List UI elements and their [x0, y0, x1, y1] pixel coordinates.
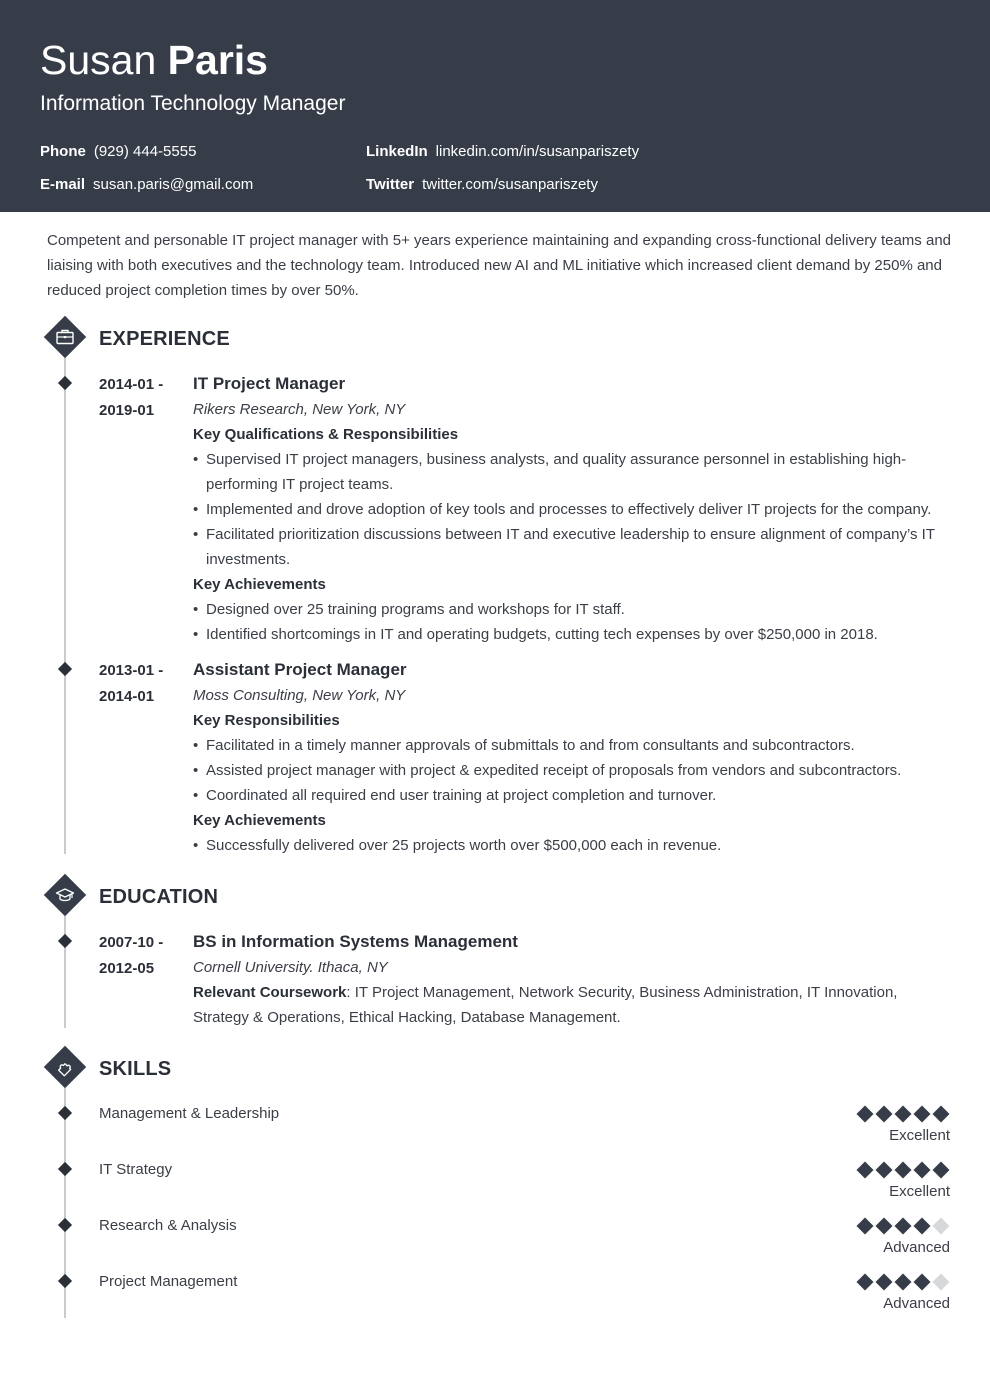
- skill-level: Advanced: [883, 1239, 950, 1256]
- skill-rating: [750, 1216, 950, 1260]
- timeline-node: [58, 1162, 72, 1176]
- timeline-node: [58, 934, 72, 948]
- list-item: • Facilitated prioritization discussions between IT and executive leadership to ensure alignment of company’s IT investments.: [193, 522, 953, 572]
- timeline-node: [58, 376, 72, 390]
- skill-name: Management & Leadership: [99, 1105, 280, 1122]
- skills-section-icon: [44, 1046, 86, 1088]
- experience-timeline: [64, 358, 66, 854]
- rating-dots: [750, 1104, 950, 1124]
- coursework: Relevant Coursework: IT Project Management, Network Security, Business Administration, IT Innovation, Strategy & Operations, Ethical Hacking, Database Management.: [193, 984, 898, 1026]
- list-item: • Implemented and drove adoption of key tools and processes to effectively deliver IT projects for the company.: [193, 497, 953, 522]
- list-item: • Supervised IT project managers, business analysts, and quality assurance personnel in establishing high-performing IT project teams.: [193, 447, 953, 497]
- education-heading: EDUCATION: [99, 886, 219, 908]
- email-link[interactable]: susan.paris@gmail.com: [93, 176, 254, 193]
- resume-header: [0, 0, 990, 212]
- timeline-node: [58, 1274, 72, 1288]
- timeline-node: [58, 1218, 72, 1232]
- job-title: Assistant Project Manager: [193, 660, 407, 679]
- rating-dot-filled: [933, 1162, 950, 1179]
- skill-rating: [750, 1272, 950, 1316]
- last-name: Paris: [167, 37, 268, 83]
- school-name: Cornell University. Ithaca, NY: [193, 959, 388, 976]
- job-entry: [193, 371, 953, 647]
- briefcase-icon: [55, 327, 75, 347]
- rating-dot-filled: [895, 1274, 912, 1291]
- job-subheading: Key Achievements: [193, 576, 326, 593]
- rating-dot-filled: [857, 1218, 874, 1235]
- skill-level: Advanced: [883, 1295, 950, 1312]
- rating-dot-filled: [876, 1106, 893, 1123]
- rating-dot-filled: [857, 1162, 874, 1179]
- rating-dot-filled: [876, 1218, 893, 1235]
- skill-name: Project Management: [99, 1273, 238, 1290]
- job-company: Rikers Research, New York, NY: [193, 401, 406, 418]
- rating-dots: [750, 1272, 950, 1292]
- rating-dot-filled: [914, 1106, 931, 1123]
- list-item: • Designed over 25 training programs and workshops for IT staff.: [193, 597, 953, 622]
- rating-dot-filled: [895, 1106, 912, 1123]
- list-item: • Identified shortcomings in IT and operating budgets, cutting tech expenses by over $250,000 in 2018.: [193, 622, 953, 647]
- skill-level: Excellent: [889, 1183, 950, 1200]
- contact-twitter: Twitter twitter.com/susanpariszety: [366, 176, 598, 193]
- list-item: • Coordinated all required end user training at project completion and turnover.: [193, 783, 953, 808]
- skill-name: IT Strategy: [99, 1161, 173, 1178]
- rating-dot-filled: [876, 1274, 893, 1291]
- timeline-node: [58, 1106, 72, 1120]
- skill-rating: [750, 1104, 950, 1148]
- job-entry: [193, 657, 953, 858]
- linkedin-link[interactable]: linkedin.com/in/susanpariszety: [435, 143, 640, 160]
- timeline-node: [58, 662, 72, 676]
- rating-dot-filled: [914, 1218, 931, 1235]
- rating-dot-filled: [895, 1218, 912, 1235]
- profile-summary: Competent and personable IT project manager with 5+ years experience maintaining and expanding cross-functional delivery teams and liaising with both executives and the technology team. Introduced new AI and ML initiative which increased client demand by 250% and reduced project completion times by over 50%.: [47, 232, 951, 299]
- twitter-link[interactable]: twitter.com/susanpariszety: [422, 176, 598, 193]
- list-item: • Assisted project manager with project & expedited receipt of proposals from vendors and subcontractors.: [193, 758, 953, 783]
- puzzle-icon: [55, 1057, 75, 1077]
- job-dates: 2013-01 - 2014-01: [99, 662, 164, 705]
- rating-dot-filled: [857, 1106, 874, 1123]
- list-item: • Successfully delivered over 25 projects worth over $500,000 each in revenue.: [193, 833, 953, 858]
- contact-phone: Phone (929) 444-5555: [40, 143, 197, 160]
- rating-dot-empty: [933, 1274, 950, 1291]
- job-subheading: Key Achievements: [193, 812, 326, 829]
- contact-email: E-mail susan.paris@gmail.com: [40, 176, 254, 193]
- rating-dot-filled: [876, 1162, 893, 1179]
- rating-dot-filled: [895, 1162, 912, 1179]
- education-section-icon: [44, 874, 86, 916]
- skill-rating: [750, 1160, 950, 1204]
- rating-dot-filled: [914, 1162, 931, 1179]
- candidate-title: Information Technology Manager: [40, 92, 346, 115]
- experience-heading: EXPERIENCE: [99, 328, 230, 350]
- rating-dots: [750, 1216, 950, 1236]
- education-entry: [193, 929, 953, 1030]
- contact-linkedin: LinkedIn linkedin.com/in/susanpariszety: [366, 143, 640, 160]
- job-title: IT Project Manager: [193, 374, 346, 393]
- experience-section-icon: [44, 316, 86, 358]
- job-subheading: Key Responsibilities: [193, 712, 340, 729]
- candidate-name: [40, 36, 268, 84]
- skills-heading: SKILLS: [99, 1058, 172, 1080]
- job-company: Moss Consulting, New York, NY: [193, 687, 406, 704]
- job-subheading: Key Qualifications & Responsibilities: [193, 426, 459, 443]
- skill-name: Research & Analysis: [99, 1217, 237, 1234]
- skill-level: Excellent: [889, 1127, 950, 1144]
- degree-title: BS in Information Systems Management: [193, 932, 518, 951]
- list-item: • Facilitated in a timely manner approvals of submittals to and from consultants and subcontractors.: [193, 733, 953, 758]
- phone-value[interactable]: (929) 444-5555: [93, 143, 197, 160]
- rating-dot-filled: [857, 1274, 874, 1291]
- rating-dots: [750, 1160, 950, 1180]
- rating-dot-filled: [933, 1106, 950, 1123]
- education-dates: 2007-10 - 2012-05: [99, 934, 164, 977]
- graduation-cap-icon: [55, 885, 75, 905]
- first-name: Susan: [40, 37, 157, 83]
- job-dates: 2014-01 - 2019-01: [99, 376, 164, 419]
- rating-dot-filled: [914, 1274, 931, 1291]
- rating-dot-empty: [933, 1218, 950, 1235]
